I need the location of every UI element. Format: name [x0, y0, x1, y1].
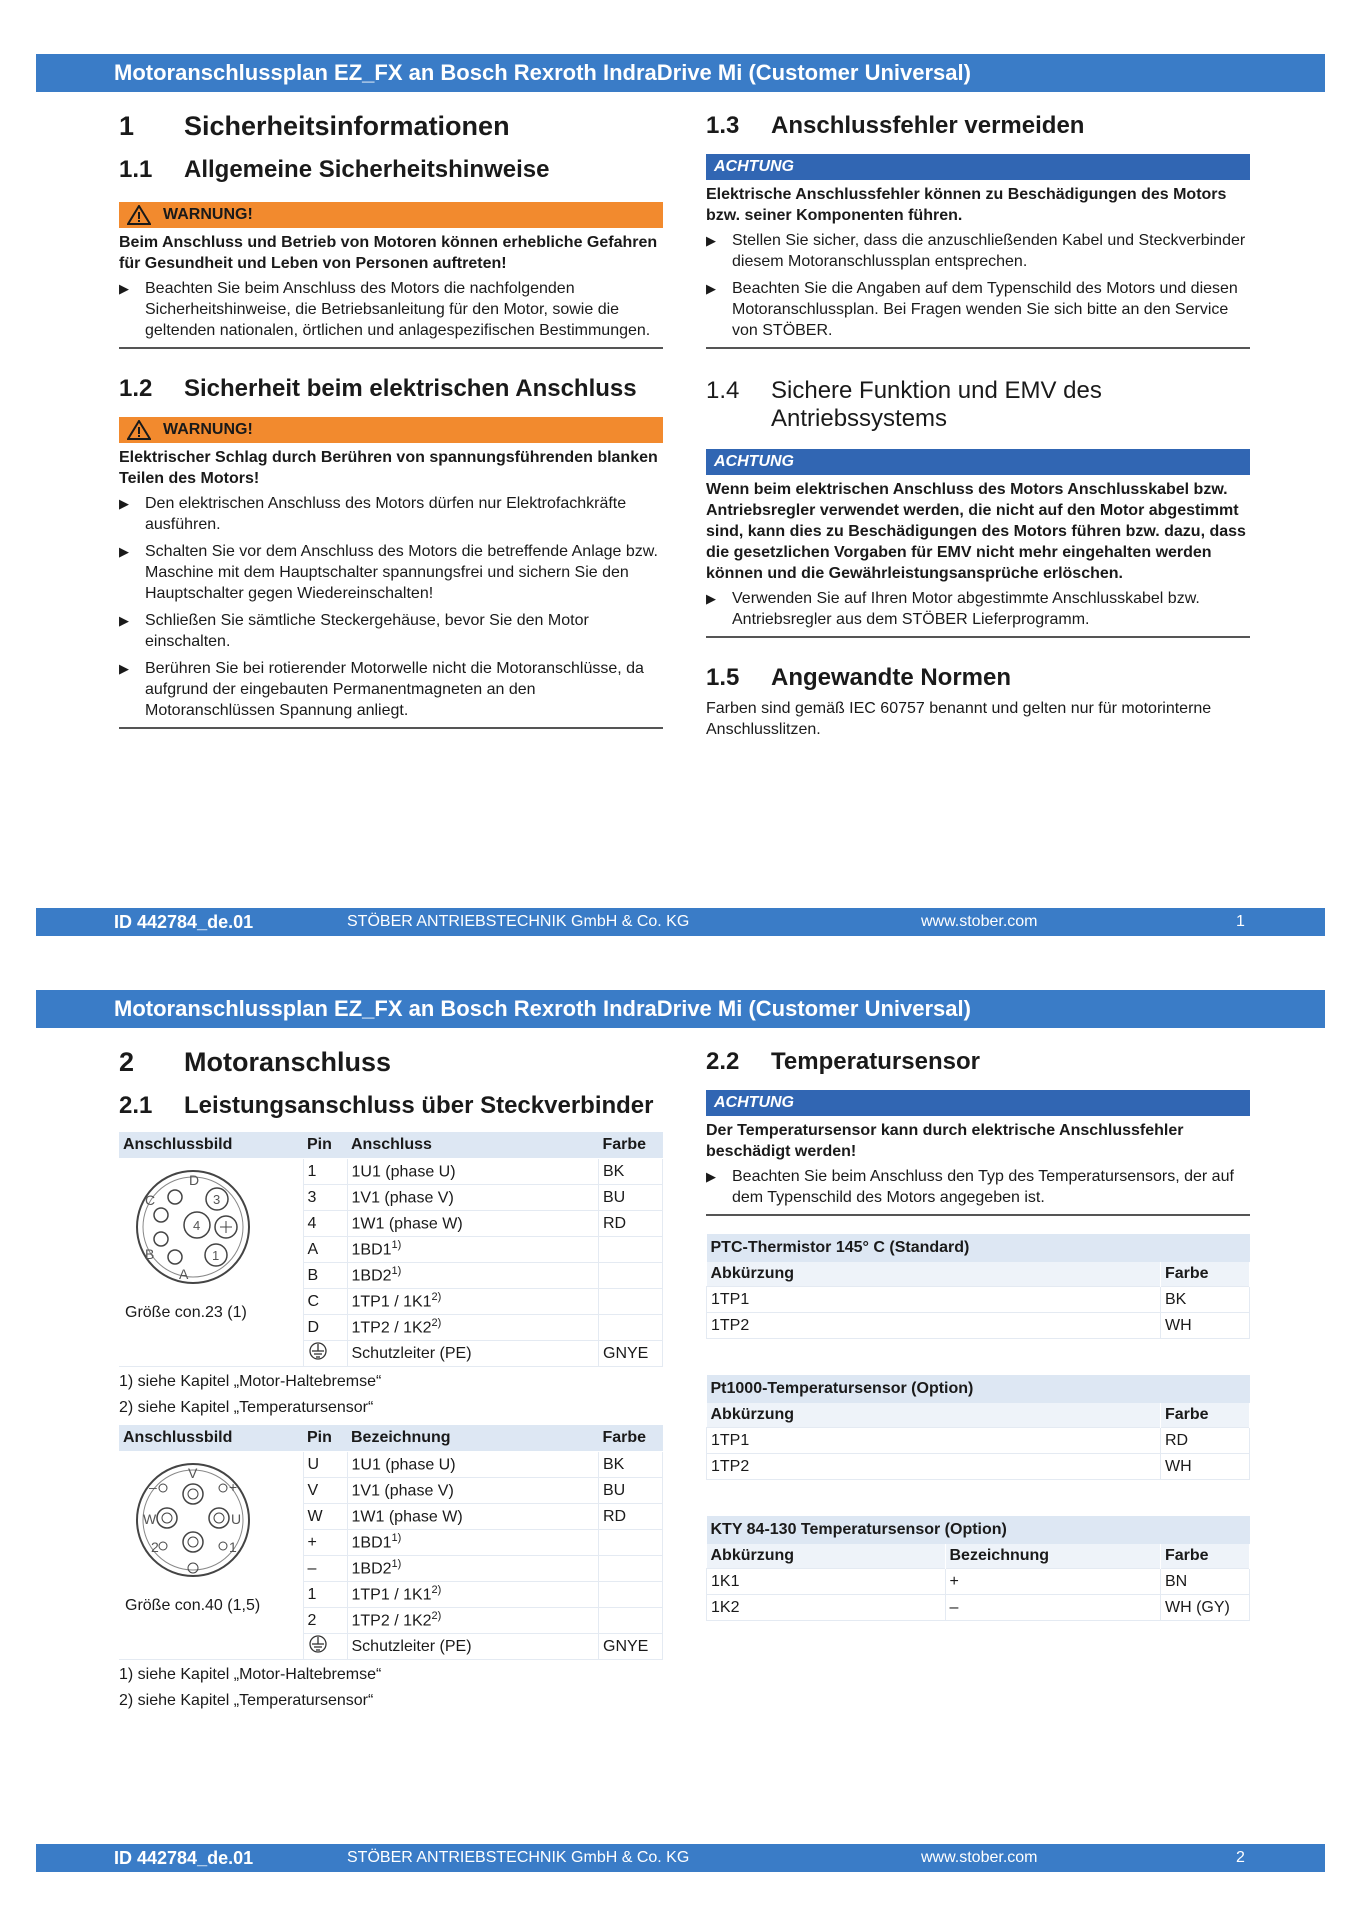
divider	[706, 1214, 1250, 1216]
warning-text: Elektrischer Schlag durch Berühren von spannungsführenden blanken Teilen des Motors!	[119, 449, 658, 487]
list-item: ▶ Beachten Sie beim Anschluss den Typ des Temperatursensors, der auf dem Typenschild des Motors angegeben ist.	[706, 1166, 1250, 1208]
connector-size-label: Größe con.40 (1,5)	[125, 1597, 261, 1614]
connection-cell: 1BD2$^{1)}$	[347, 1263, 599, 1289]
bullet-list	[119, 278, 663, 341]
connector-diagram-cell	[119, 1452, 303, 1660]
warning-text: Beim Anschluss und Betrieb von Motoren können erhebliche Gefahren für Gesundheit und Leben von Personen auftreten!	[119, 234, 658, 272]
connector-label: 3	[213, 1192, 221, 1207]
section-1-5-heading: 1.5 Angewandte Normen	[706, 664, 1012, 691]
column-header: Abkürzung	[707, 1262, 1161, 1287]
color-cell: BU	[599, 1185, 663, 1211]
notice-text: Wenn beim elektrischen Anschluss des Motors Anschlusskabel bzw. Antriebsregler verwendet werden, die nicht auf den Motor abgestimmt sind, kann dies zu Beschädigungen des Motors führen bzw. dazu, dass die gesetzlichen Vorgaben für EMV nicht mehr eingehalten werden können und die Gewährleistungsansprüche erlöschen.	[706, 481, 1246, 582]
pin-cell: C	[303, 1289, 347, 1315]
table-row	[119, 1452, 663, 1478]
connector-label: A	[179, 1266, 189, 1282]
pin-cell: 1	[303, 1159, 347, 1185]
connector-size-label: Größe con.23 (1)	[125, 1304, 247, 1321]
notice-text: Der Temperatursensor kann durch elektrische Anschlussfehler beschädigt werden!	[706, 1122, 1184, 1160]
document-id: ID 442784_de.01	[114, 1848, 254, 1868]
column-header: Abkürzung	[707, 1403, 1161, 1428]
list-item: ▶ Schließen Sie sämtliche Steckergehäuse, bevor Sie den Motor einschalten.	[119, 610, 663, 652]
column-header: Pin	[303, 1132, 347, 1159]
connector-label: C	[145, 1192, 156, 1208]
connection-cell: 1BD2$^{1)}$	[347, 1556, 599, 1582]
color-cell: RD	[599, 1504, 663, 1530]
connector-table-con40	[119, 1425, 663, 1660]
warning-bar: WARNUNG!	[119, 417, 663, 443]
connector-label: B	[145, 1246, 155, 1262]
column-header: Bezeichnung	[945, 1544, 1161, 1569]
warning-triangle-icon	[127, 205, 151, 225]
column-header: Anschlussbild	[119, 1132, 303, 1159]
connection-cell: 1TP2 / 1K2$^{2)}$	[347, 1315, 599, 1341]
pin-cell: 4	[303, 1211, 347, 1237]
divider	[119, 727, 663, 729]
divider	[706, 636, 1250, 638]
color-cell: RD	[599, 1211, 663, 1237]
divider	[706, 347, 1250, 349]
notice-bar: ACHTUNG	[706, 154, 1250, 180]
list-item: ▶ Stellen Sie sicher, dass die anzuschließenden Kabel und Steckverbinder diesem Motoranschlussplan entsprechen.	[706, 230, 1250, 272]
connector-diagram-cell	[119, 1159, 303, 1367]
notice-text: Elektrische Anschlussfehler können zu Beschädigungen des Motors bzw. seiner Komponenten führen.	[706, 186, 1227, 224]
connection-cell: 1BD1$^{1)}$	[347, 1237, 599, 1263]
connector-label: –	[149, 1479, 157, 1495]
color-cell: BK	[599, 1452, 663, 1478]
color-cell	[599, 1530, 663, 1556]
pin-cell: 1	[303, 1582, 347, 1608]
section-2-heading: 2 Motoranschluss	[119, 1047, 392, 1077]
page-header: Motoranschlussplan EZ_FX an Bosch Rexroth IndraDrive Mi (Customer Universal)	[36, 54, 1325, 92]
pin-cell: B	[303, 1263, 347, 1289]
page-footer	[36, 908, 1325, 936]
connection-cell: 1V1 (phase V)	[347, 1478, 599, 1504]
section-1-1-heading: 1.1 Allgemeine Sicherheitshinweise	[119, 156, 550, 183]
pin-cell: –	[303, 1556, 347, 1582]
left-column	[119, 110, 663, 729]
table-row: 1TP2 WH	[707, 1454, 1250, 1480]
connection-cell: 1W1 (phase W)	[347, 1211, 599, 1237]
right-column	[706, 112, 1250, 740]
table-row: 1TP2 WH	[707, 1313, 1250, 1339]
page-number: 1	[1236, 913, 1245, 930]
color-cell	[599, 1289, 663, 1315]
page-2	[0, 936, 1357, 1896]
connector-label: U	[231, 1511, 242, 1527]
table-row: 1TP1 BK	[707, 1287, 1250, 1313]
column-header: Farbe	[1161, 1403, 1250, 1428]
table-row: 1K1 + BN	[707, 1569, 1250, 1595]
pin-cell	[303, 1341, 347, 1367]
bullet-list	[706, 230, 1250, 341]
connection-cell: 1TP2 / 1K2$^{2)}$	[347, 1608, 599, 1634]
right-column	[706, 1048, 1250, 1621]
connector-label: D	[189, 1172, 200, 1188]
ground-icon	[308, 1341, 328, 1361]
connector-label: 1	[229, 1539, 237, 1555]
list-item: ▶ Berühren Sie bei rotierender Motorwelle nicht die Motoranschlüsse, da aufgrund der eingebauten Permanentmagneten an den Motoranschlüssen Spannung anliegt.	[119, 658, 663, 721]
column-header: Bezeichnung	[347, 1425, 599, 1452]
section-2-1-heading: 2.1 Leistungsanschluss über Steckverbinder	[119, 1092, 654, 1119]
section-2-2-heading: 2.2 Temperatursensor	[706, 1048, 980, 1075]
connection-cell: 1U1 (phase U)	[347, 1159, 599, 1185]
color-cell	[599, 1608, 663, 1634]
website-link[interactable]: www.stober.com	[921, 913, 1038, 930]
section-1-4-heading: 1.4 Sichere Funktion und EMV des Antriebssystems	[706, 377, 1102, 432]
connector-label: 4	[193, 1218, 201, 1233]
column-header: Farbe	[1161, 1544, 1250, 1569]
company-name: STÖBER ANTRIEBSTECHNIK GmbH & Co. KG	[347, 913, 690, 930]
pin-cell: W	[303, 1504, 347, 1530]
table-caption: KTY 84-130 Temperatursensor (Option)	[707, 1516, 1250, 1544]
list-item: ▶ Den elektrischen Anschluss des Motors dürfen nur Elektrofachkräfte ausführen.	[119, 493, 663, 535]
page-footer	[36, 1844, 1325, 1872]
color-cell	[599, 1556, 663, 1582]
connection-cell: 1BD1$^{1)}$	[347, 1530, 599, 1556]
color-cell: GNYE	[599, 1634, 663, 1660]
warning-triangle-icon	[127, 420, 151, 440]
pin-cell: D	[303, 1315, 347, 1341]
color-cell: BK	[599, 1159, 663, 1185]
pin-cell: 2	[303, 1608, 347, 1634]
connector-label: W	[143, 1511, 157, 1527]
column-header: Anschluss	[347, 1132, 599, 1159]
table-caption: Pt1000-Temperatursensor (Option)	[707, 1375, 1250, 1403]
section-1-heading: 1 Sicherheitsinformationen	[119, 111, 510, 141]
pin-cell: U	[303, 1452, 347, 1478]
table-row: 1K2 – WH (GY)	[707, 1595, 1250, 1621]
section-1-3-heading: 1.3 Anschlussfehler vermeiden	[706, 112, 1085, 139]
kty-sensor-table	[706, 1516, 1250, 1621]
pin-cell: A	[303, 1237, 347, 1263]
pin-cell	[303, 1634, 347, 1660]
connection-cell: Schutzleiter (PE)	[347, 1341, 599, 1367]
pin-cell: V	[303, 1478, 347, 1504]
color-cell: GNYE	[599, 1341, 663, 1367]
connector-table-con23	[119, 1132, 663, 1367]
bullet-list	[706, 588, 1250, 630]
column-header: Farbe	[599, 1132, 663, 1159]
connection-cell: 1U1 (phase U)	[347, 1452, 599, 1478]
column-header: Farbe	[599, 1425, 663, 1452]
color-cell: BU	[599, 1478, 663, 1504]
connection-cell: 1TP1 / 1K1$^{2)}$	[347, 1289, 599, 1315]
warning-bar: WARNUNG!	[119, 202, 663, 228]
table-caption: PTC-Thermistor 145° C (Standard)	[707, 1234, 1250, 1262]
left-column	[119, 1046, 663, 1714]
connector-con40-diagram	[123, 1458, 273, 1588]
connector-label: V	[188, 1465, 198, 1481]
divider	[119, 347, 663, 349]
column-header: Pin	[303, 1425, 347, 1452]
footnote: 1) siehe Kapitel „Motor-Haltebremse“	[119, 1373, 382, 1390]
connection-cell: 1TP1 / 1K1$^{2)}$	[347, 1582, 599, 1608]
color-cell	[599, 1237, 663, 1263]
pin-cell: 3	[303, 1185, 347, 1211]
bullet-list	[119, 493, 663, 721]
document-id: ID 442784_de.01	[114, 912, 254, 932]
color-cell	[599, 1582, 663, 1608]
norms-text: Farben sind gemäß IEC 60757 benannt und gelten nur für motorinterne Anschlusslitzen.	[706, 700, 1212, 738]
color-cell	[599, 1315, 663, 1341]
connection-cell: 1V1 (phase V)	[347, 1185, 599, 1211]
page-header: Motoranschlussplan EZ_FX an Bosch Rexroth IndraDrive Mi (Customer Universal)	[36, 990, 1325, 1028]
pt1000-sensor-table	[706, 1375, 1250, 1480]
list-item: ▶ Beachten Sie die Angaben auf dem Typenschild des Motors und diesen Motoranschlussplan. Bei Fragen wenden Sie sich bitte an den Service von STÖBER.	[706, 278, 1250, 341]
column-header: Abkürzung	[707, 1544, 946, 1569]
page-number: 2	[1236, 1849, 1245, 1866]
company-name: STÖBER ANTRIEBSTECHNIK GmbH & Co. KG	[347, 1849, 690, 1866]
connector-label: 2	[151, 1539, 159, 1555]
connector-label: +	[229, 1479, 238, 1495]
table-row: 1TP1 RD	[707, 1428, 1250, 1454]
footnote: 2) siehe Kapitel „Temperatursensor“	[119, 1692, 374, 1709]
bullet-list	[706, 1166, 1250, 1208]
connector-con23-diagram	[123, 1165, 273, 1295]
section-1-2-heading: 1.2 Sicherheit beim elektrischen Anschluss	[119, 375, 637, 402]
color-cell	[599, 1263, 663, 1289]
website-link[interactable]: www.stober.com	[921, 1849, 1038, 1866]
column-header: Farbe	[1161, 1262, 1250, 1287]
footnote: 2) siehe Kapitel „Temperatursensor“	[119, 1399, 374, 1416]
footnote: 1) siehe Kapitel „Motor-Haltebremse“	[119, 1666, 382, 1683]
connector-label: 1	[212, 1248, 220, 1263]
notice-bar: ACHTUNG	[706, 449, 1250, 475]
ground-icon	[308, 1634, 328, 1654]
list-item: ▶ Schalten Sie vor dem Anschluss des Motors die betreffende Anlage bzw. Maschine mit dem Hauptschalter spannungsfrei und sichern Sie den Hauptschalter gegen Wiedereinschalten!	[119, 541, 663, 604]
connection-cell: 1W1 (phase W)	[347, 1504, 599, 1530]
notice-bar: ACHTUNG	[706, 1090, 1250, 1116]
connection-cell: Schutzleiter (PE)	[347, 1634, 599, 1660]
list-item: ▶ Beachten Sie beim Anschluss des Motors die nachfolgenden Sicherheitshinweise, die Betriebsanleitung für den Motor, sowie die geltenden nationalen, örtlichen und anlagespezifischen Bestimmungen.	[119, 278, 663, 341]
column-header: Anschlussbild	[119, 1425, 303, 1452]
table-row	[119, 1159, 663, 1185]
pin-cell: +	[303, 1530, 347, 1556]
list-item: ▶ Verwenden Sie auf Ihren Motor abgestimmte Anschlusskabel bzw. Antriebsregler aus dem STÖBER Lieferprogramm.	[706, 588, 1250, 630]
ptc-thermistor-table	[706, 1234, 1250, 1339]
